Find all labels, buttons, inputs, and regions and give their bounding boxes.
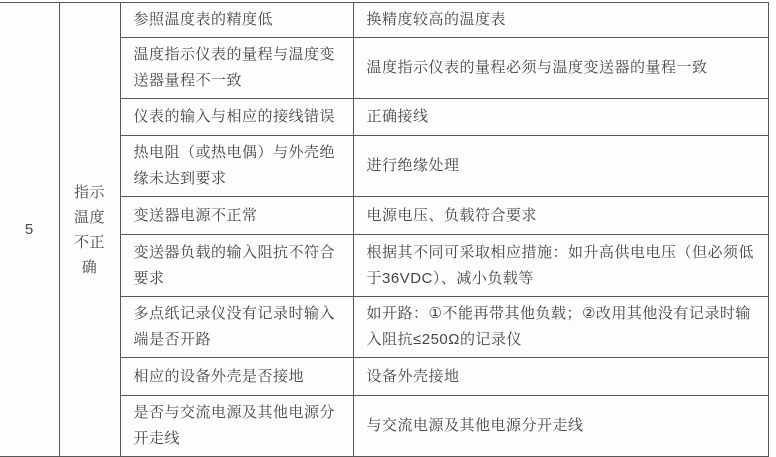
solution-cell: 温度指示仪表的量程必须与温度变送器的量程一致 (353, 38, 768, 99)
cause-cell: 仪表的输入与相应的接线错误 (120, 99, 353, 136)
cause-cell: 温度指示仪表的量程与温度变送器量程不一致 (120, 38, 353, 99)
cause-cell: 是否与交流电源及其他电源分开走线 (120, 396, 353, 457)
cause-cell: 变送器电源不正常 (120, 197, 353, 235)
solution-cell: 设备外壳接地 (353, 358, 768, 396)
cause-cell: 参照温度表的精度低 (120, 3, 353, 38)
solution-cell: 进行绝缘处理 (353, 136, 768, 197)
solution-cell: 与交流电源及其他电源分开走线 (353, 396, 768, 457)
cause-cell: 多点纸记录仪没有记录时输入端是否开路 (120, 297, 353, 358)
cause-cell: 相应的设备外壳是否接地 (120, 358, 353, 396)
cause-cell: 变送器负载的输入阻抗不符合要求 (120, 235, 353, 297)
solution-cell: 换精度较高的温度表 (353, 3, 768, 38)
solution-cell: 正确接线 (353, 99, 768, 136)
fault-troubleshooting-table (0, 2, 769, 457)
fault-name-cell (59, 3, 120, 457)
troubleshooting-table-container (0, 2, 769, 457)
fault-number-cell: 5 (0, 3, 59, 457)
table-row (0, 3, 768, 38)
solution-cell: 电源电压、负载符合要求 (353, 197, 768, 235)
cause-cell: 热电阻（或热电偶）与外壳绝缘未达到要求 (120, 136, 353, 197)
solution-cell: 根据其不同可采取相应措施：如升高供电电压（但必须低于36VDC）、减小负载等 (353, 235, 768, 297)
solution-cell: 如开路：①不能再带其他负载；②改用其他没有记录时输入阻抗≤250Ω的记录仪 (353, 297, 768, 358)
fault-name-text: 指示温度不正确 (73, 183, 105, 276)
